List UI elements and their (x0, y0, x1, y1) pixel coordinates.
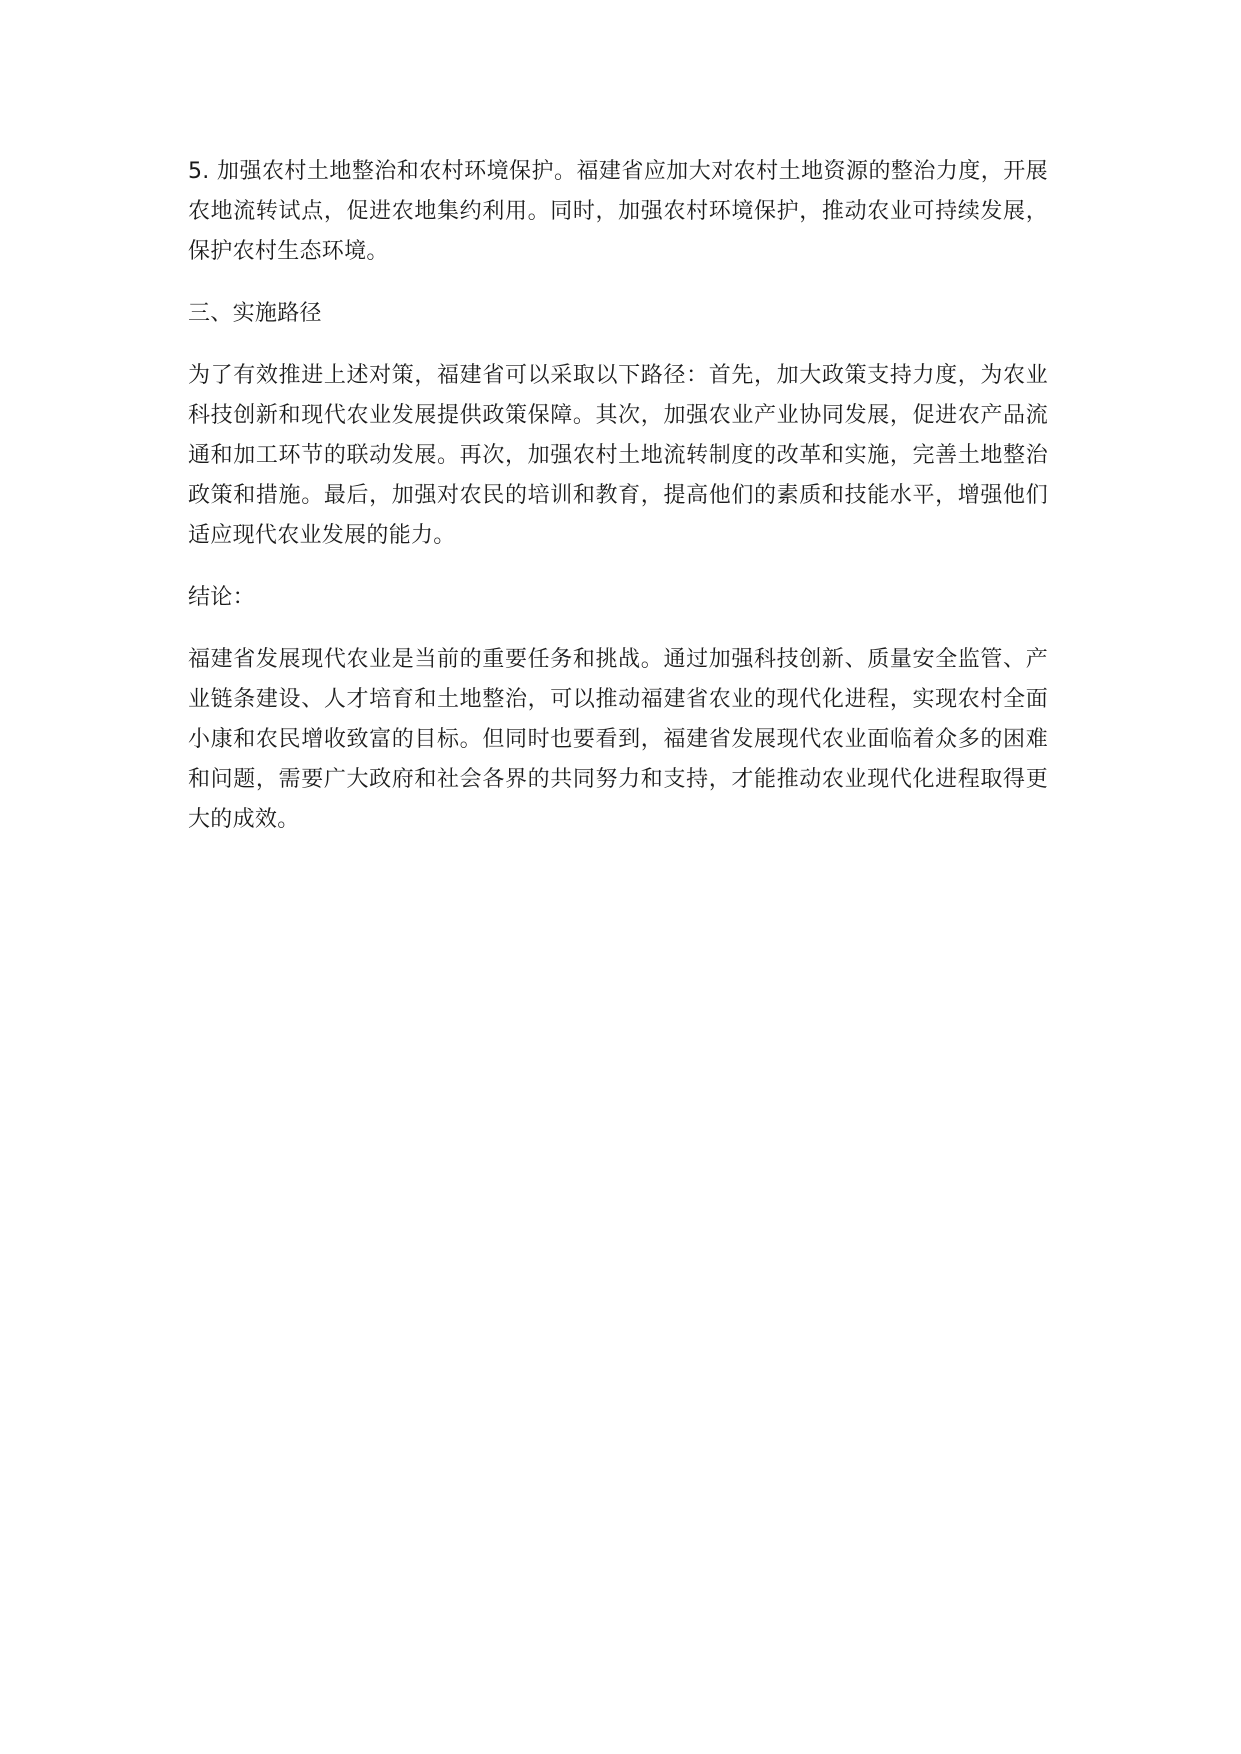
paragraph-conclusion: 福建省发展现代农业是当前的重要任务和挑战。通过加强科技创新、质量安全监管、产业链条建设、人才培育和土地整治，可以推动福建省农业的现代化进程，实现农村全面小康和农民增收致富的目标。但同时也要看到，福建省发展现代农业面临着众多的困难和问题，需要广大政府和社会各界的共同努力和支持，才能推动农业现代化进程取得更大的成效。 (188, 647, 1048, 832)
section-heading-implementation-path: 三、实施路径 (188, 301, 322, 326)
section-heading-conclusion: 结论： (188, 585, 255, 610)
paragraph-implementation-path: 为了有效推进上述对策，福建省可以采取以下路径：首先，加大政策支持力度，为农业科技创新和现代农业发展提供政策保障。其次，加强农业产业协同发展，促进农产品流通和加工环节的联动发展。再次，加强农村土地流转制度的改革和实施，完善土地整治政策和措施。最后，加强对农民的培训和教育，提高他们的素质和技能水平，增强他们适应现代农业发展的能力。 (188, 363, 1048, 548)
document-body (188, 152, 1048, 862)
paragraph-land-environment: 5. 加强农村土地整治和农村环境保护。福建省应加大对农村土地资源的整治力度，开展农地流转试点，促进农地集约利用。同时，加强农村环境保护，推动农业可持续发展，保护农村生态环境。 (188, 159, 1048, 264)
